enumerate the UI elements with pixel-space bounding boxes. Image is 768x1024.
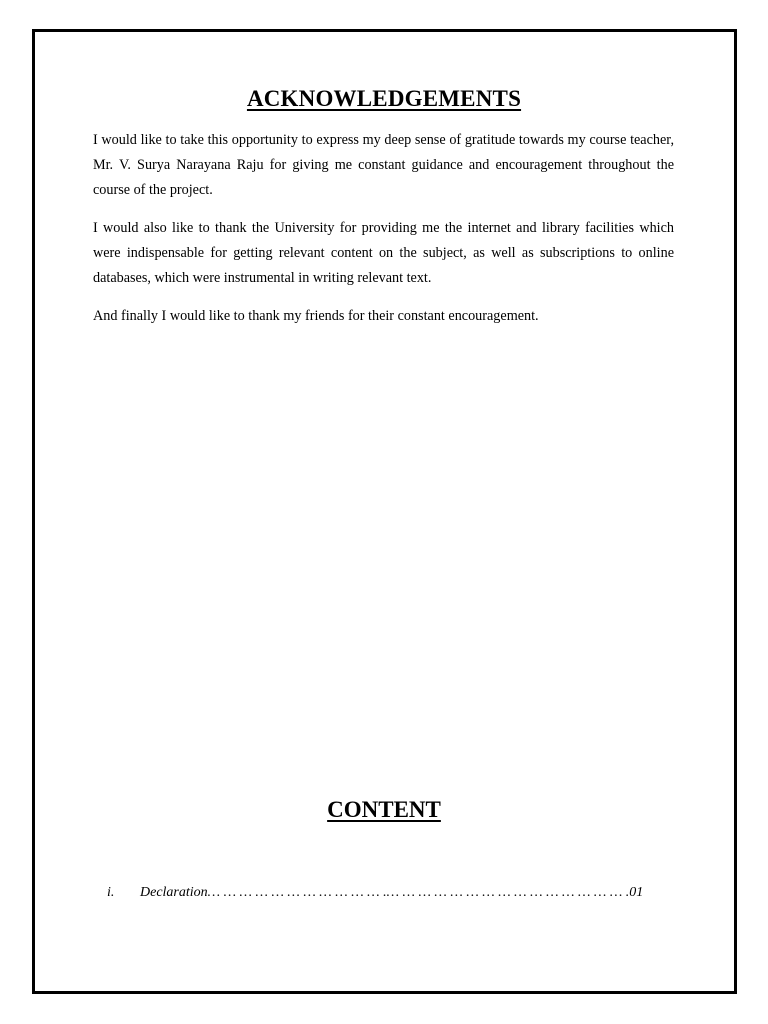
acknowledgements-heading: ACKNOWLEDGEMENTS bbox=[246, 86, 522, 111]
toc-entry-numeral: i. bbox=[107, 885, 115, 900]
content-heading: CONTENT bbox=[327, 797, 441, 822]
toc-entry-text: Declaration… … … … … … … … … … … .… … … … … … … … … … … … … … … .01 bbox=[140, 885, 644, 900]
acknowledgements-paragraph-3: And finally I would like to thank my friends for their constant encouragement. bbox=[93, 308, 539, 324]
toc-entry bbox=[107, 885, 644, 907]
acknowledgements-paragraph-1: I would like to take this opportunity to express my deep sense of gratitude towards my course teacher, Mr. V. Surya Narayana Raju for giving me constant guidance and encouragement throughout the course of the project. bbox=[93, 132, 674, 198]
acknowledgements-paragraph-2: I would also like to thank the University for providing me the internet and library facilities which were indispensable for getting relevant content on the subject, as well as subscriptions to online databases, which were instrumental in writing relevant text. bbox=[93, 220, 674, 286]
